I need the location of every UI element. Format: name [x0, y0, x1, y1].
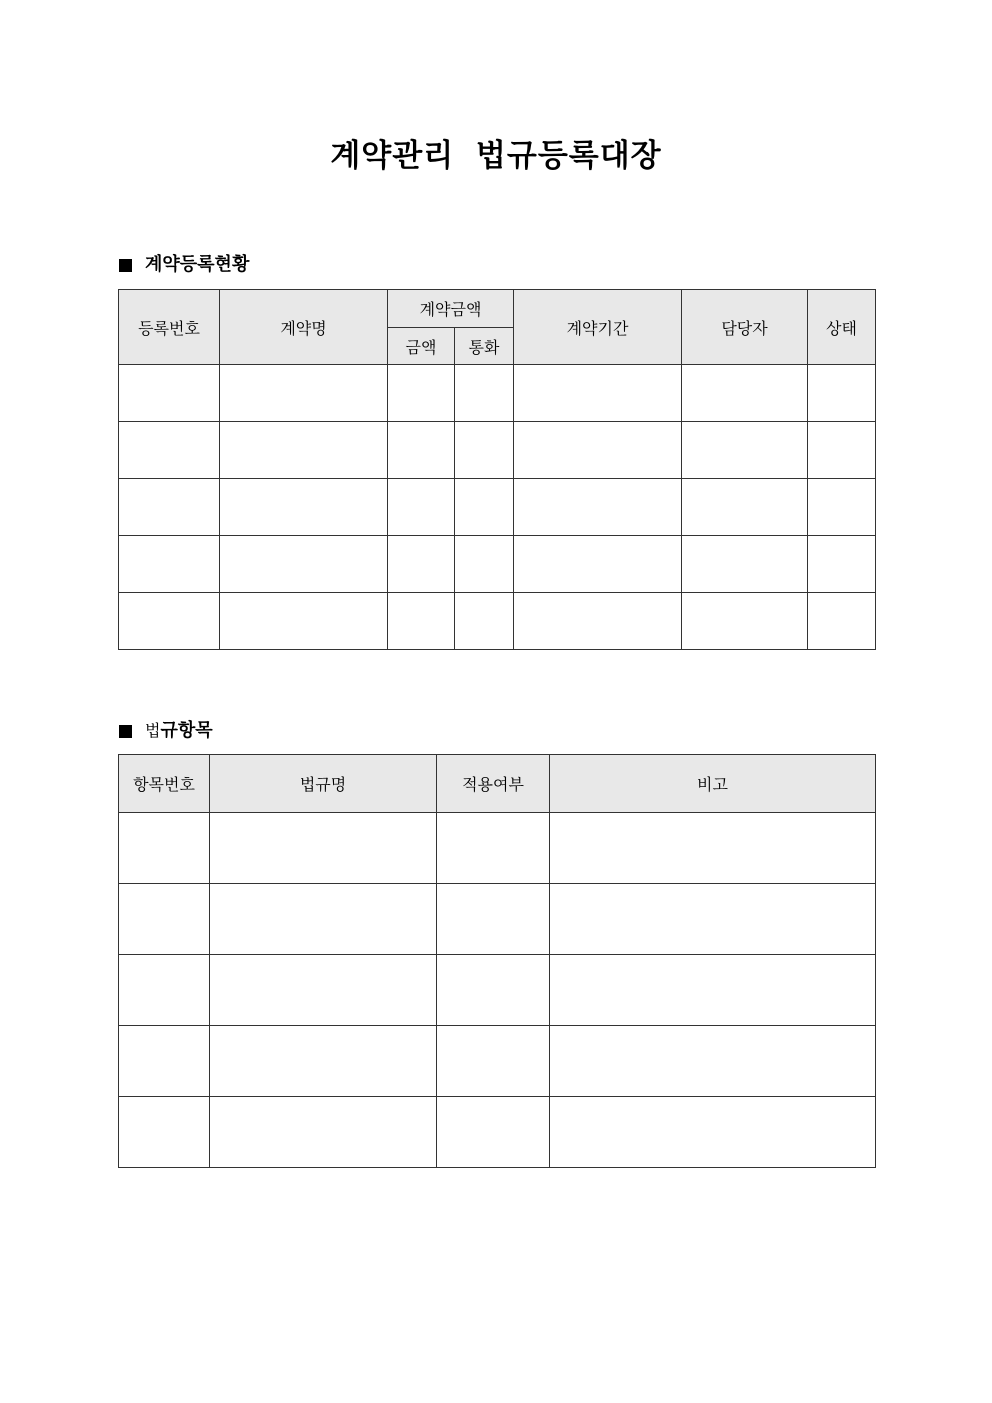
- contract-section-title: 계약등록현황: [145, 254, 250, 275]
- cell-item-no[interactable]: [119, 955, 210, 1026]
- cell-reg-no[interactable]: [119, 479, 220, 536]
- cell-law-name[interactable]: [210, 884, 437, 955]
- square-bullet-icon: [119, 725, 132, 738]
- cell-law-name[interactable]: [210, 1026, 437, 1097]
- table-row: [119, 813, 876, 884]
- cell-amount[interactable]: [388, 365, 455, 422]
- cell-status[interactable]: [808, 536, 876, 593]
- contract-registration-table: [118, 289, 876, 650]
- cell-currency[interactable]: [455, 593, 514, 650]
- cell-amount[interactable]: [388, 479, 455, 536]
- cell-amount[interactable]: [388, 536, 455, 593]
- cell-law-name[interactable]: [210, 955, 437, 1026]
- header-contract-name: 계약명: [220, 290, 388, 365]
- cell-remarks[interactable]: [550, 884, 876, 955]
- cell-period[interactable]: [514, 479, 682, 536]
- table-row: [119, 593, 876, 650]
- cell-remarks[interactable]: [550, 813, 876, 884]
- table-row: [119, 365, 876, 422]
- cell-status[interactable]: [808, 365, 876, 422]
- cell-manager[interactable]: [682, 593, 808, 650]
- law-section-heading: [119, 719, 213, 743]
- cell-item-no[interactable]: [119, 813, 210, 884]
- law-section-title-prefix: 법: [145, 721, 161, 740]
- square-bullet-icon: [119, 259, 132, 272]
- cell-reg-no[interactable]: [119, 593, 220, 650]
- cell-applicable[interactable]: [437, 884, 550, 955]
- cell-remarks[interactable]: [550, 1026, 876, 1097]
- cell-contract-name[interactable]: [220, 422, 388, 479]
- cell-applicable[interactable]: [437, 813, 550, 884]
- header-law-name: 법규명: [210, 755, 437, 813]
- cell-contract-name[interactable]: [220, 536, 388, 593]
- cell-reg-no[interactable]: [119, 365, 220, 422]
- cell-currency[interactable]: [455, 479, 514, 536]
- cell-applicable[interactable]: [437, 1026, 550, 1097]
- cell-manager[interactable]: [682, 536, 808, 593]
- header-contract-amount: 계약금액: [388, 290, 514, 328]
- header-status: 상태: [808, 290, 876, 365]
- table-row: [119, 1097, 876, 1168]
- cell-period[interactable]: [514, 365, 682, 422]
- cell-applicable[interactable]: [437, 1097, 550, 1168]
- cell-law-name[interactable]: [210, 813, 437, 884]
- cell-item-no[interactable]: [119, 1026, 210, 1097]
- cell-item-no[interactable]: [119, 884, 210, 955]
- cell-applicable[interactable]: [437, 955, 550, 1026]
- cell-period[interactable]: [514, 422, 682, 479]
- cell-reg-no[interactable]: [119, 422, 220, 479]
- cell-currency[interactable]: [455, 536, 514, 593]
- table-row: [119, 955, 876, 1026]
- cell-status[interactable]: [808, 479, 876, 536]
- table-row: [119, 536, 876, 593]
- table-row: [119, 884, 876, 955]
- header-contract-period: 계약기간: [514, 290, 682, 365]
- header-currency: 통화: [455, 328, 514, 365]
- cell-contract-name[interactable]: [220, 479, 388, 536]
- table-row: [119, 1026, 876, 1097]
- cell-period[interactable]: [514, 536, 682, 593]
- cell-status[interactable]: [808, 593, 876, 650]
- header-applicable: 적용여부: [437, 755, 550, 813]
- law-section-title: 규항목: [160, 720, 213, 741]
- cell-remarks[interactable]: [550, 1097, 876, 1168]
- cell-contract-name[interactable]: [220, 365, 388, 422]
- header-remarks: 비고: [550, 755, 876, 813]
- cell-manager[interactable]: [682, 365, 808, 422]
- law-items-table: [118, 754, 876, 1168]
- cell-remarks[interactable]: [550, 955, 876, 1026]
- document-title: 계약관리 법규등록대장: [330, 138, 662, 174]
- cell-currency[interactable]: [455, 422, 514, 479]
- cell-item-no[interactable]: [119, 1097, 210, 1168]
- cell-manager[interactable]: [682, 479, 808, 536]
- cell-reg-no[interactable]: [119, 536, 220, 593]
- cell-manager[interactable]: [682, 422, 808, 479]
- cell-period[interactable]: [514, 593, 682, 650]
- table-row: [119, 479, 876, 536]
- header-reg-no: 등록번호: [119, 290, 220, 365]
- cell-amount[interactable]: [388, 593, 455, 650]
- cell-contract-name[interactable]: [220, 593, 388, 650]
- cell-status[interactable]: [808, 422, 876, 479]
- cell-amount[interactable]: [388, 422, 455, 479]
- cell-currency[interactable]: [455, 365, 514, 422]
- header-manager: 담당자: [682, 290, 808, 365]
- table-row: [119, 422, 876, 479]
- cell-law-name[interactable]: [210, 1097, 437, 1168]
- header-amount: 금액: [388, 328, 455, 365]
- header-item-no: 항목번호: [119, 755, 210, 813]
- contract-section-heading: [119, 253, 249, 277]
